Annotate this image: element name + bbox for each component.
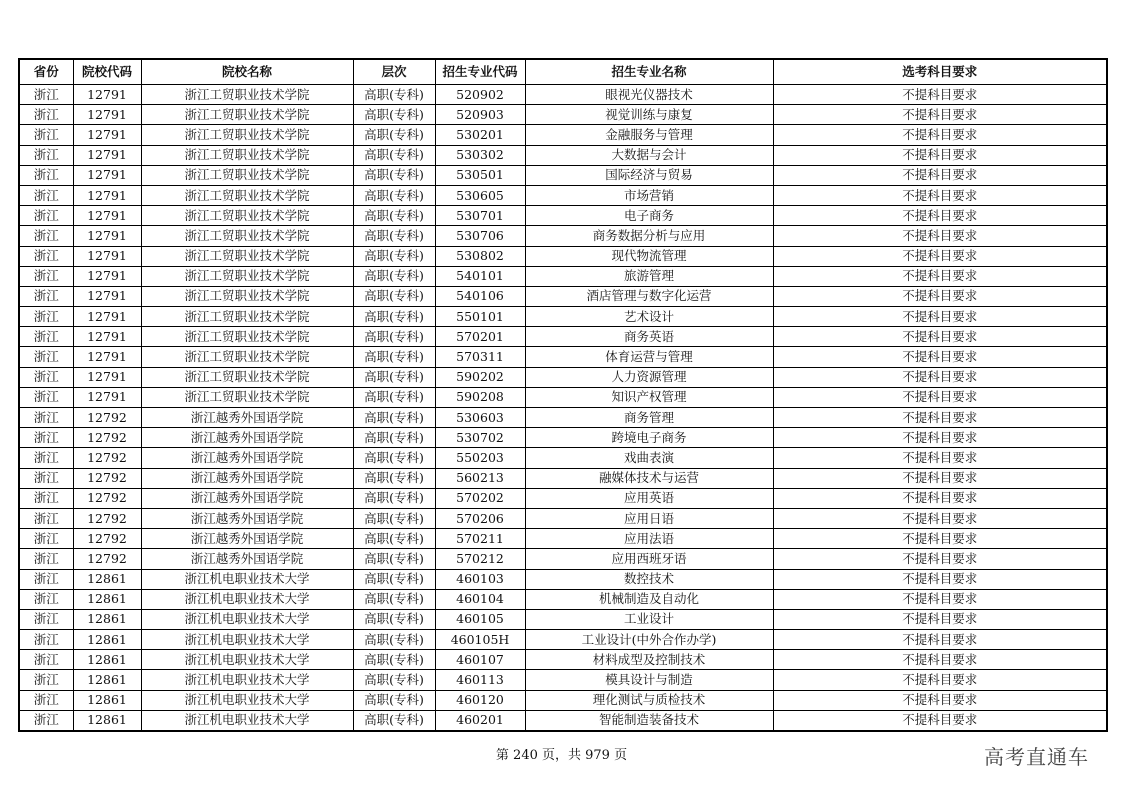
cell-school-code: 12792 xyxy=(73,488,141,508)
header-major-name: 招生专业名称 xyxy=(525,59,773,85)
cell-major-code: 540101 xyxy=(435,266,525,286)
table-row xyxy=(19,589,1107,609)
cell-major-code: 530501 xyxy=(435,165,525,185)
cell-level: 高职(专科) xyxy=(353,428,435,448)
table-row xyxy=(19,327,1107,347)
table-row xyxy=(19,145,1107,165)
cell-school-code: 12792 xyxy=(73,529,141,549)
table-row xyxy=(19,408,1107,428)
header-province: 省份 xyxy=(19,59,73,85)
cell-subject-requirement: 不提科目要求 xyxy=(773,508,1107,528)
cell-level: 高职(专科) xyxy=(353,549,435,569)
table-row xyxy=(19,690,1107,710)
cell-school-code: 12861 xyxy=(73,589,141,609)
cell-level: 高职(专科) xyxy=(353,609,435,629)
table-row xyxy=(19,286,1107,306)
cell-province: 浙江 xyxy=(19,125,73,145)
cell-major-code: 530802 xyxy=(435,246,525,266)
cell-major-code: 560213 xyxy=(435,468,525,488)
cell-school-name: 浙江机电职业技术大学 xyxy=(141,609,353,629)
cell-subject-requirement: 不提科目要求 xyxy=(773,630,1107,650)
cell-level: 高职(专科) xyxy=(353,347,435,367)
cell-major-name: 大数据与会计 xyxy=(525,145,773,165)
table-row xyxy=(19,508,1107,528)
cell-school-name: 浙江机电职业技术大学 xyxy=(141,670,353,690)
cell-major-name: 跨境电子商务 xyxy=(525,428,773,448)
cell-school-name: 浙江机电职业技术大学 xyxy=(141,710,353,731)
cell-level: 高职(专科) xyxy=(353,690,435,710)
cell-school-name: 浙江工贸职业技术学院 xyxy=(141,85,353,105)
cell-major-code: 530605 xyxy=(435,185,525,205)
cell-subject-requirement: 不提科目要求 xyxy=(773,185,1107,205)
cell-province: 浙江 xyxy=(19,710,73,731)
cell-school-code: 12791 xyxy=(73,387,141,407)
cell-school-name: 浙江机电职业技术大学 xyxy=(141,690,353,710)
cell-province: 浙江 xyxy=(19,609,73,629)
cell-province: 浙江 xyxy=(19,165,73,185)
cell-level: 高职(专科) xyxy=(353,569,435,589)
cell-major-code: 530701 xyxy=(435,206,525,226)
cell-subject-requirement: 不提科目要求 xyxy=(773,85,1107,105)
cell-province: 浙江 xyxy=(19,549,73,569)
admissions-table xyxy=(18,58,1108,732)
cell-major-name: 知识产权管理 xyxy=(525,387,773,407)
cell-level: 高职(专科) xyxy=(353,246,435,266)
cell-school-code: 12792 xyxy=(73,408,141,428)
table-row xyxy=(19,650,1107,670)
cell-province: 浙江 xyxy=(19,185,73,205)
cell-school-name: 浙江工贸职业技术学院 xyxy=(141,286,353,306)
cell-school-name: 浙江越秀外国语学院 xyxy=(141,428,353,448)
header-school-code: 院校代码 xyxy=(73,59,141,85)
table-row xyxy=(19,468,1107,488)
cell-major-code: 550101 xyxy=(435,307,525,327)
cell-major-code: 460113 xyxy=(435,670,525,690)
cell-subject-requirement: 不提科目要求 xyxy=(773,589,1107,609)
cell-major-code: 590202 xyxy=(435,367,525,387)
cell-school-code: 12791 xyxy=(73,145,141,165)
cell-school-name: 浙江工贸职业技术学院 xyxy=(141,105,353,125)
cell-level: 高职(专科) xyxy=(353,650,435,670)
cell-subject-requirement: 不提科目要求 xyxy=(773,367,1107,387)
cell-school-code: 12791 xyxy=(73,246,141,266)
table-row xyxy=(19,347,1107,367)
cell-subject-requirement: 不提科目要求 xyxy=(773,428,1107,448)
cell-major-name: 电子商务 xyxy=(525,206,773,226)
cell-school-code: 12791 xyxy=(73,105,141,125)
page-number: 第 240 页，共 979 页 xyxy=(495,748,628,763)
cell-level: 高职(专科) xyxy=(353,307,435,327)
cell-school-name: 浙江越秀外国语学院 xyxy=(141,408,353,428)
cell-province: 浙江 xyxy=(19,327,73,347)
table-row xyxy=(19,165,1107,185)
cell-subject-requirement: 不提科目要求 xyxy=(773,125,1107,145)
cell-province: 浙江 xyxy=(19,145,73,165)
cell-major-code: 530603 xyxy=(435,408,525,428)
table-row xyxy=(19,226,1107,246)
cell-school-name: 浙江工贸职业技术学院 xyxy=(141,347,353,367)
cell-school-code: 12861 xyxy=(73,650,141,670)
cell-major-name: 市场营销 xyxy=(525,185,773,205)
cell-school-name: 浙江工贸职业技术学院 xyxy=(141,185,353,205)
cell-major-code: 540106 xyxy=(435,286,525,306)
cell-level: 高职(专科) xyxy=(353,387,435,407)
cell-major-name: 工业设计 xyxy=(525,609,773,629)
cell-province: 浙江 xyxy=(19,246,73,266)
table-row xyxy=(19,266,1107,286)
table-row xyxy=(19,125,1107,145)
table-row xyxy=(19,670,1107,690)
cell-subject-requirement: 不提科目要求 xyxy=(773,468,1107,488)
table-row xyxy=(19,85,1107,105)
cell-school-name: 浙江越秀外国语学院 xyxy=(141,488,353,508)
cell-province: 浙江 xyxy=(19,387,73,407)
cell-major-code: 570201 xyxy=(435,327,525,347)
table-row xyxy=(19,367,1107,387)
cell-major-name: 金融服务与管理 xyxy=(525,125,773,145)
cell-school-name: 浙江工贸职业技术学院 xyxy=(141,327,353,347)
header-row xyxy=(19,59,1107,85)
cell-subject-requirement: 不提科目要求 xyxy=(773,226,1107,246)
cell-major-name: 体育运营与管理 xyxy=(525,347,773,367)
cell-subject-requirement: 不提科目要求 xyxy=(773,105,1107,125)
cell-province: 浙江 xyxy=(19,266,73,286)
table-row xyxy=(19,246,1107,266)
table-row xyxy=(19,529,1107,549)
cell-level: 高职(专科) xyxy=(353,327,435,347)
cell-major-name: 现代物流管理 xyxy=(525,246,773,266)
cell-school-name: 浙江越秀外国语学院 xyxy=(141,549,353,569)
cell-school-name: 浙江越秀外国语学院 xyxy=(141,508,353,528)
header-major-code: 招生专业代码 xyxy=(435,59,525,85)
cell-school-code: 12791 xyxy=(73,226,141,246)
cell-major-code: 550203 xyxy=(435,448,525,468)
table-row xyxy=(19,307,1107,327)
cell-school-code: 12861 xyxy=(73,609,141,629)
cell-school-code: 12792 xyxy=(73,549,141,569)
cell-school-name: 浙江越秀外国语学院 xyxy=(141,529,353,549)
cell-school-name: 浙江工贸职业技术学院 xyxy=(141,206,353,226)
watermark-logo: 高考直通车 xyxy=(984,745,1089,769)
cell-level: 高职(专科) xyxy=(353,286,435,306)
cell-subject-requirement: 不提科目要求 xyxy=(773,266,1107,286)
cell-level: 高职(专科) xyxy=(353,408,435,428)
cell-level: 高职(专科) xyxy=(353,165,435,185)
cell-school-code: 12861 xyxy=(73,690,141,710)
cell-school-name: 浙江工贸职业技术学院 xyxy=(141,226,353,246)
table-row xyxy=(19,609,1107,629)
cell-school-name: 浙江机电职业技术大学 xyxy=(141,630,353,650)
cell-major-name: 模具设计与制造 xyxy=(525,670,773,690)
table-row xyxy=(19,428,1107,448)
cell-major-code: 460104 xyxy=(435,589,525,609)
cell-level: 高职(专科) xyxy=(353,508,435,528)
cell-province: 浙江 xyxy=(19,650,73,670)
cell-subject-requirement: 不提科目要求 xyxy=(773,206,1107,226)
cell-school-code: 12791 xyxy=(73,125,141,145)
cell-school-code: 12791 xyxy=(73,347,141,367)
cell-level: 高职(专科) xyxy=(353,488,435,508)
cell-province: 浙江 xyxy=(19,488,73,508)
cell-major-code: 590208 xyxy=(435,387,525,407)
cell-major-name: 融媒体技术与运营 xyxy=(525,468,773,488)
cell-level: 高职(专科) xyxy=(353,367,435,387)
cell-province: 浙江 xyxy=(19,468,73,488)
cell-school-code: 12791 xyxy=(73,85,141,105)
cell-province: 浙江 xyxy=(19,630,73,650)
cell-major-name: 理化测试与质检技术 xyxy=(525,690,773,710)
cell-school-name: 浙江工贸职业技术学院 xyxy=(141,307,353,327)
cell-school-name: 浙江越秀外国语学院 xyxy=(141,448,353,468)
cell-level: 高职(专科) xyxy=(353,710,435,731)
table-row xyxy=(19,105,1107,125)
cell-school-code: 12792 xyxy=(73,448,141,468)
cell-subject-requirement: 不提科目要求 xyxy=(773,448,1107,468)
cell-province: 浙江 xyxy=(19,105,73,125)
cell-province: 浙江 xyxy=(19,448,73,468)
cell-level: 高职(专科) xyxy=(353,125,435,145)
cell-school-code: 12861 xyxy=(73,710,141,731)
cell-major-name: 应用法语 xyxy=(525,529,773,549)
cell-province: 浙江 xyxy=(19,408,73,428)
cell-subject-requirement: 不提科目要求 xyxy=(773,569,1107,589)
cell-major-code: 530702 xyxy=(435,428,525,448)
cell-level: 高职(专科) xyxy=(353,105,435,125)
table-row xyxy=(19,206,1107,226)
cell-major-name: 艺术设计 xyxy=(525,307,773,327)
table-body xyxy=(19,85,1107,732)
cell-level: 高职(专科) xyxy=(353,85,435,105)
cell-subject-requirement: 不提科目要求 xyxy=(773,387,1107,407)
header-subject-requirement: 选考科目要求 xyxy=(773,59,1107,85)
cell-province: 浙江 xyxy=(19,307,73,327)
cell-school-name: 浙江工贸职业技术学院 xyxy=(141,266,353,286)
cell-major-name: 国际经济与贸易 xyxy=(525,165,773,185)
cell-major-code: 460105 xyxy=(435,609,525,629)
cell-subject-requirement: 不提科目要求 xyxy=(773,529,1107,549)
cell-province: 浙江 xyxy=(19,589,73,609)
cell-subject-requirement: 不提科目要求 xyxy=(773,408,1107,428)
cell-subject-requirement: 不提科目要求 xyxy=(773,488,1107,508)
cell-province: 浙江 xyxy=(19,529,73,549)
cell-subject-requirement: 不提科目要求 xyxy=(773,347,1107,367)
cell-subject-requirement: 不提科目要求 xyxy=(773,650,1107,670)
cell-province: 浙江 xyxy=(19,428,73,448)
cell-school-code: 12792 xyxy=(73,428,141,448)
cell-school-code: 12791 xyxy=(73,266,141,286)
cell-school-code: 12791 xyxy=(73,367,141,387)
cell-level: 高职(专科) xyxy=(353,468,435,488)
cell-major-name: 工业设计(中外合作办学) xyxy=(525,630,773,650)
cell-subject-requirement: 不提科目要求 xyxy=(773,690,1107,710)
cell-subject-requirement: 不提科目要求 xyxy=(773,286,1107,306)
cell-major-name: 数控技术 xyxy=(525,569,773,589)
cell-major-code: 530302 xyxy=(435,145,525,165)
cell-major-code: 460103 xyxy=(435,569,525,589)
cell-school-code: 12791 xyxy=(73,206,141,226)
cell-major-code: 460107 xyxy=(435,650,525,670)
cell-major-name: 视觉训练与康复 xyxy=(525,105,773,125)
table-row xyxy=(19,569,1107,589)
cell-major-name: 机械制造及自动化 xyxy=(525,589,773,609)
cell-subject-requirement: 不提科目要求 xyxy=(773,307,1107,327)
cell-subject-requirement: 不提科目要求 xyxy=(773,710,1107,731)
cell-province: 浙江 xyxy=(19,286,73,306)
cell-level: 高职(专科) xyxy=(353,670,435,690)
cell-school-code: 12791 xyxy=(73,286,141,306)
table-row xyxy=(19,387,1107,407)
cell-school-name: 浙江工贸职业技术学院 xyxy=(141,165,353,185)
cell-major-code: 570311 xyxy=(435,347,525,367)
cell-subject-requirement: 不提科目要求 xyxy=(773,549,1107,569)
cell-major-name: 戏曲表演 xyxy=(525,448,773,468)
table-row xyxy=(19,710,1107,731)
cell-school-name: 浙江机电职业技术大学 xyxy=(141,569,353,589)
cell-level: 高职(专科) xyxy=(353,206,435,226)
cell-major-name: 商务管理 xyxy=(525,408,773,428)
cell-subject-requirement: 不提科目要求 xyxy=(773,165,1107,185)
cell-province: 浙江 xyxy=(19,670,73,690)
cell-major-name: 旅游管理 xyxy=(525,266,773,286)
cell-major-code: 570202 xyxy=(435,488,525,508)
cell-major-code: 520902 xyxy=(435,85,525,105)
header-level: 层次 xyxy=(353,59,435,85)
cell-major-code: 520903 xyxy=(435,105,525,125)
cell-school-name: 浙江越秀外国语学院 xyxy=(141,468,353,488)
cell-province: 浙江 xyxy=(19,347,73,367)
cell-major-code: 530706 xyxy=(435,226,525,246)
table-row xyxy=(19,185,1107,205)
cell-province: 浙江 xyxy=(19,85,73,105)
cell-level: 高职(专科) xyxy=(353,630,435,650)
cell-subject-requirement: 不提科目要求 xyxy=(773,327,1107,347)
table-row xyxy=(19,448,1107,468)
cell-level: 高职(专科) xyxy=(353,448,435,468)
cell-school-name: 浙江工贸职业技术学院 xyxy=(141,145,353,165)
cell-major-name: 酒店管理与数字化运营 xyxy=(525,286,773,306)
cell-major-code: 570211 xyxy=(435,529,525,549)
cell-province: 浙江 xyxy=(19,569,73,589)
cell-school-code: 12791 xyxy=(73,165,141,185)
cell-school-name: 浙江机电职业技术大学 xyxy=(141,589,353,609)
cell-school-code: 12861 xyxy=(73,630,141,650)
cell-level: 高职(专科) xyxy=(353,529,435,549)
cell-major-name: 应用日语 xyxy=(525,508,773,528)
cell-school-name: 浙江工贸职业技术学院 xyxy=(141,125,353,145)
cell-subject-requirement: 不提科目要求 xyxy=(773,145,1107,165)
cell-major-name: 商务英语 xyxy=(525,327,773,347)
table-row xyxy=(19,488,1107,508)
cell-school-name: 浙江工贸职业技术学院 xyxy=(141,387,353,407)
cell-major-name: 商务数据分析与应用 xyxy=(525,226,773,246)
cell-school-code: 12861 xyxy=(73,670,141,690)
cell-level: 高职(专科) xyxy=(353,589,435,609)
table-row xyxy=(19,630,1107,650)
cell-school-code: 12792 xyxy=(73,468,141,488)
cell-school-code: 12791 xyxy=(73,307,141,327)
cell-major-code: 570206 xyxy=(435,508,525,528)
cell-major-code: 460105H xyxy=(435,630,525,650)
cell-level: 高职(专科) xyxy=(353,226,435,246)
cell-subject-requirement: 不提科目要求 xyxy=(773,609,1107,629)
cell-major-name: 应用西班牙语 xyxy=(525,549,773,569)
cell-school-name: 浙江工贸职业技术学院 xyxy=(141,367,353,387)
cell-school-code: 12792 xyxy=(73,508,141,528)
cell-school-code: 12791 xyxy=(73,185,141,205)
table-row xyxy=(19,549,1107,569)
cell-province: 浙江 xyxy=(19,508,73,528)
cell-major-code: 460201 xyxy=(435,710,525,731)
cell-major-code: 460120 xyxy=(435,690,525,710)
cell-subject-requirement: 不提科目要求 xyxy=(773,670,1107,690)
cell-major-name: 材料成型及控制技术 xyxy=(525,650,773,670)
header-school-name: 院校名称 xyxy=(141,59,353,85)
cell-school-code: 12861 xyxy=(73,569,141,589)
cell-school-name: 浙江机电职业技术大学 xyxy=(141,650,353,670)
cell-level: 高职(专科) xyxy=(353,185,435,205)
cell-major-code: 570212 xyxy=(435,549,525,569)
cell-province: 浙江 xyxy=(19,367,73,387)
cell-major-name: 人力资源管理 xyxy=(525,367,773,387)
cell-province: 浙江 xyxy=(19,226,73,246)
cell-major-name: 智能制造装备技术 xyxy=(525,710,773,731)
cell-school-name: 浙江工贸职业技术学院 xyxy=(141,246,353,266)
cell-school-code: 12791 xyxy=(73,327,141,347)
cell-level: 高职(专科) xyxy=(353,145,435,165)
cell-subject-requirement: 不提科目要求 xyxy=(773,246,1107,266)
cell-major-code: 530201 xyxy=(435,125,525,145)
cell-province: 浙江 xyxy=(19,690,73,710)
cell-major-name: 应用英语 xyxy=(525,488,773,508)
cell-level: 高职(专科) xyxy=(353,266,435,286)
cell-province: 浙江 xyxy=(19,206,73,226)
cell-major-name: 眼视光仪器技术 xyxy=(525,85,773,105)
